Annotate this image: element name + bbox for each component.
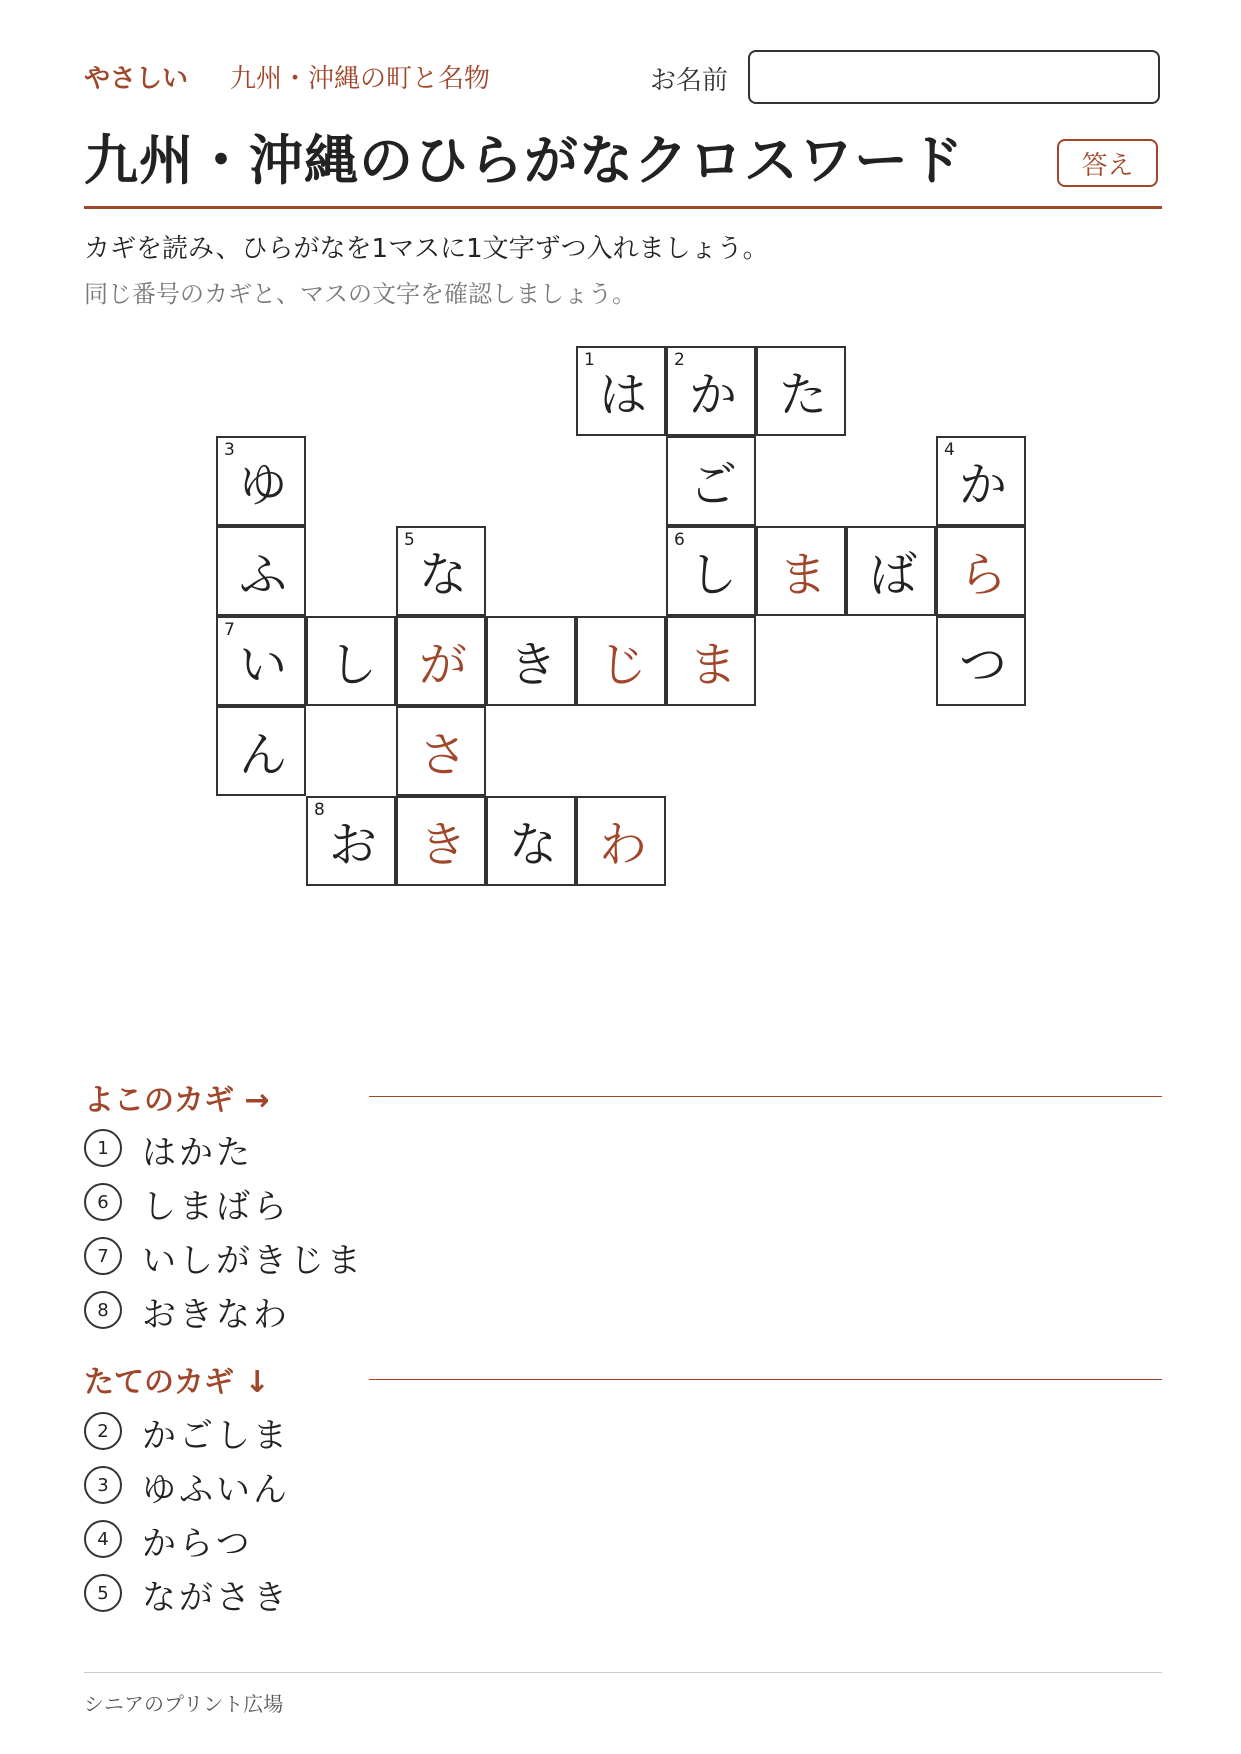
cell-letter: た [778,367,827,423]
clue-number: 3 [84,1466,122,1504]
cell-letter: ま [778,547,827,603]
grid-cell[interactable] [666,526,756,616]
grid-cell[interactable] [216,616,306,706]
cell-number: 6 [674,530,685,550]
clue-text: かごしま [142,1416,290,1456]
cell-letter: か [688,367,737,423]
cell-letter: ま [688,637,737,693]
grid-cell[interactable] [396,796,486,886]
grid-cell[interactable] [936,436,1026,526]
cell-letter: は [598,367,647,423]
cell-letter: ら [958,547,1007,603]
footer-brand: シニアのプリント広場 [84,1692,284,1716]
cell-letter: な [508,817,557,873]
grid-cell[interactable] [576,346,666,436]
grid-cell[interactable] [936,616,1026,706]
down-divider [369,1379,1162,1380]
cell-letter: ん [238,727,287,783]
title-divider [84,206,1162,209]
cell-number: 4 [944,440,955,460]
clue-number: 2 [84,1412,122,1450]
grid-cell[interactable] [936,526,1026,616]
cell-letter: ふ [238,547,287,603]
cell-letter: さ [418,727,467,783]
instruction-main: カギを読み、ひらがなを1マスに1文字ずつ入れましょう。 [84,234,769,264]
cell-letter: ゆ [238,457,287,513]
footer-divider [84,1672,1162,1673]
cell-letter: が [418,637,467,693]
clue-text: からつ [142,1524,253,1564]
cell-letter: し [688,547,737,603]
grid-cell[interactable] [216,436,306,526]
grid-cell[interactable] [666,436,756,526]
cell-letter: ご [688,457,737,513]
cell-letter: な [418,547,467,603]
clue-number: 1 [84,1129,122,1167]
grid-cell[interactable] [396,706,486,796]
grid-cell[interactable] [396,616,486,706]
cell-letter: い [238,637,287,693]
cell-number: 7 [224,620,235,640]
cell-number: 1 [584,350,595,370]
clue-text: はかた [142,1133,253,1173]
grid-cell[interactable] [756,346,846,436]
grid-cell[interactable] [576,796,666,886]
cell-letter: か [958,457,1007,513]
cell-letter: ば [868,547,917,603]
cell-letter: き [508,637,557,693]
grid-cell[interactable] [666,616,756,706]
clue-text: しまばら [142,1187,290,1227]
instruction-sub: 同じ番号のカギと、マスの文字を確認しましょう。 [84,280,636,308]
cell-letter: つ [958,637,1007,693]
grid-cell[interactable] [396,526,486,616]
cell-letter: わ [598,817,647,873]
name-label: お名前 [650,66,729,96]
answer-badge: 答え [1057,139,1158,187]
grid-cell[interactable] [306,616,396,706]
cell-number: 8 [314,800,325,820]
cell-letter: き [418,817,467,873]
grid-cell[interactable] [306,796,396,886]
cell-number: 3 [224,440,235,460]
cell-letter: じ [598,637,647,693]
clue-text: いしがきじま [142,1241,364,1281]
clue-number: 6 [84,1183,122,1221]
page-title: 九州・沖縄のひらがなクロスワード [84,129,964,192]
topic-label: 九州・沖縄の町と名物 [230,64,491,94]
grid-cell[interactable] [576,616,666,706]
clue-text: おきなわ [142,1295,290,1335]
clue-text: ながさき [142,1578,290,1618]
cell-letter: し [328,637,377,693]
across-clues-title: よこのカギ → [84,1083,270,1118]
grid-cell[interactable] [486,796,576,886]
grid-cell[interactable] [666,346,756,436]
cell-letter: お [328,817,377,873]
clue-text: ゆふいん [142,1470,290,1510]
across-divider [369,1096,1162,1097]
down-clues-title: たてのカギ ↓ [84,1365,270,1400]
cell-number: 5 [404,530,415,550]
header-row [84,56,1162,110]
difficulty-label: やさしい [84,64,189,94]
grid-cell[interactable] [756,526,846,616]
grid-cell[interactable] [216,526,306,616]
clue-number: 4 [84,1520,122,1558]
cell-number: 2 [674,350,685,370]
grid-cell[interactable] [216,706,306,796]
grid-cell[interactable] [846,526,936,616]
clue-number: 5 [84,1574,122,1612]
name-field[interactable] [748,50,1160,104]
clue-number: 7 [84,1237,122,1275]
grid-cell[interactable] [486,616,576,706]
clue-number: 8 [84,1291,122,1329]
